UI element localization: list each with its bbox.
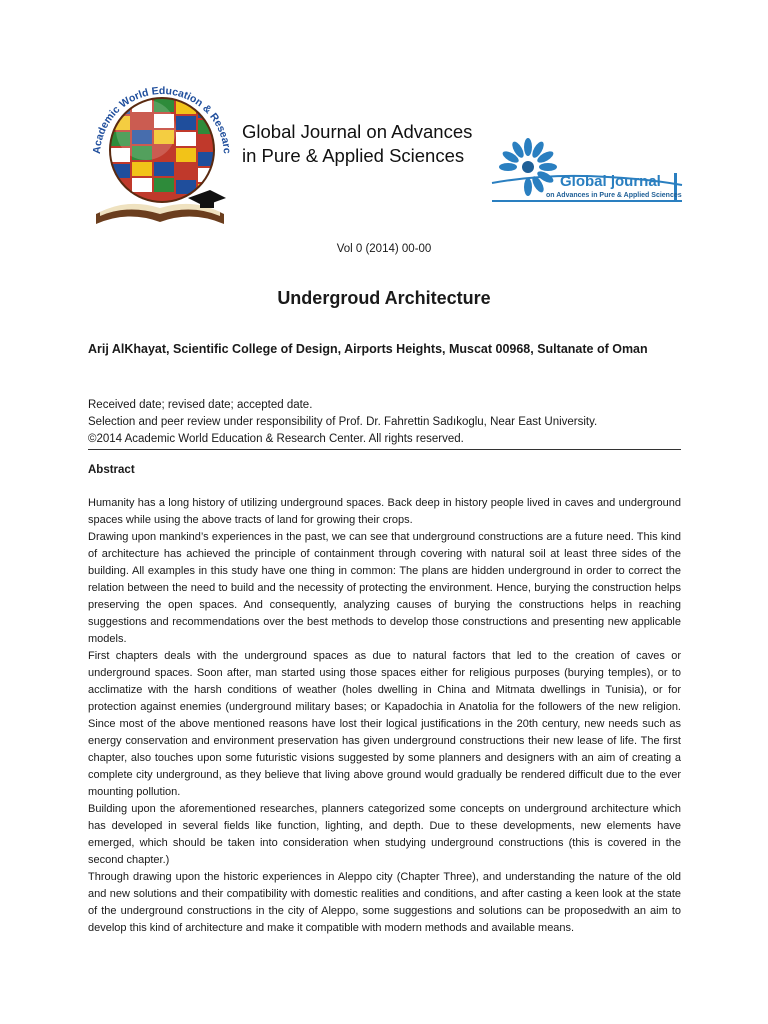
author-name: Arij AlKhayat,	[88, 342, 170, 356]
abstract-paragraph: Through drawing upon the historic experiences in Aleppo city (Chapter Three), and understanding the nature of the old and new solutions and their compatibility with domestic realities and conditions, and after casting a keen look at the state of the underground constructions in the city of Aleppo, some suggestions and solutions can be proposedwith an aim to develop this kind of architecture and make it compatible with modern methods and available means.	[88, 871, 681, 934]
journal-title	[242, 120, 482, 168]
abstract-paragraph: Building upon the aforementioned researches, planners categorized some concepts on underground architecture which has developed in several fields like function, lighting, and depth. Due to these developments, new elements have emerged, which should be taken into consideration when studying underground constructions (this is covered in the second chapter.)	[88, 803, 681, 866]
abstract-heading: Abstract	[88, 464, 135, 476]
author-line	[88, 342, 648, 356]
review-line: Selection and peer review under responsibility of Prof. Dr. Fahrettin Sadıkoglu, Near East University.	[88, 416, 598, 428]
abstract-body	[88, 495, 681, 937]
global-journal-logo	[488, 133, 684, 211]
abstract-paragraph: First chapters deals with the underground spaces as due to natural factors that led to the creation of caves or underground spaces. Soon after, man started using those spaces either for religious purposes (burying temples), or to acclimatize with the harsh conditions of weather (holes dwelling in China and Mitmata dwellings in Tunisia), or for protection against enemies (underground military bases; or Kapadochia in Anatolia for the followers of the new religion. Since most of the above mentioned reasons have lost their logical justifications in the 20th century, new needs such as energy conservation and environment preservation has given underground constructions their new lease of life. The first chapter, also touches upon some futuristic visions suggested by some planners and designers with an aim of creating a complete city underground, as they believe that living above ground would gradually be rendered difficult due to the ever mounting pollution.	[88, 650, 681, 798]
academic-world-logo	[88, 86, 230, 232]
svg-text:on Advances in Pure & Applied: on Advances in Pure & Applied Sciences	[546, 192, 682, 199]
globe-book-icon	[88, 86, 230, 232]
author-affiliation: Scientific College of Design, Airports Heights, Muscat 00968, Sultanate of Oman	[173, 342, 648, 356]
divider	[88, 449, 681, 450]
abstract-paragraph: Drawing upon mankind’s experiences in the past, we can see that underground constructions are a future need. This kind of architecture has achieved the principle of containment through covering with natural soil at least three sides of the building. All examples in this study have one thing in common: The plans are hidden underground in order to correct the relation between the need to build and the necessity of protecting the environment. Hence, burying the construction helps preserving the open spaces. And consequently, analyzing causes of burying the constructions helps in reaching suggestions and recommendations over the best methods to develop those constructions and presenting new applicable models.	[88, 531, 681, 645]
volume-info: Vol 0 (2014) 00-00	[336, 243, 432, 255]
svg-text:Global journal: Global journal	[560, 173, 661, 190]
copyright-line: ©2014 Academic World Education & Research Center. All rights reserved.	[88, 433, 464, 445]
article-meta	[88, 397, 597, 448]
abstract-paragraph: Humanity has a long history of utilizing underground spaces. Back deep in history people lived in caves and underground spaces while using the above tracts of land for growing their crops.	[88, 497, 681, 526]
paper-title: Undergroud Architecture	[277, 288, 491, 308]
journal-title-line2: in Pure & Applied Sciences	[242, 145, 465, 166]
journal-title-line1: Global Journal on Advances	[242, 121, 473, 142]
svg-text:Academic World Education & Res: Academic World Education & Rese	[90, 86, 230, 155]
dates-line: Received date; revised date; accepted date.	[88, 399, 313, 411]
sunburst-icon	[488, 133, 684, 211]
